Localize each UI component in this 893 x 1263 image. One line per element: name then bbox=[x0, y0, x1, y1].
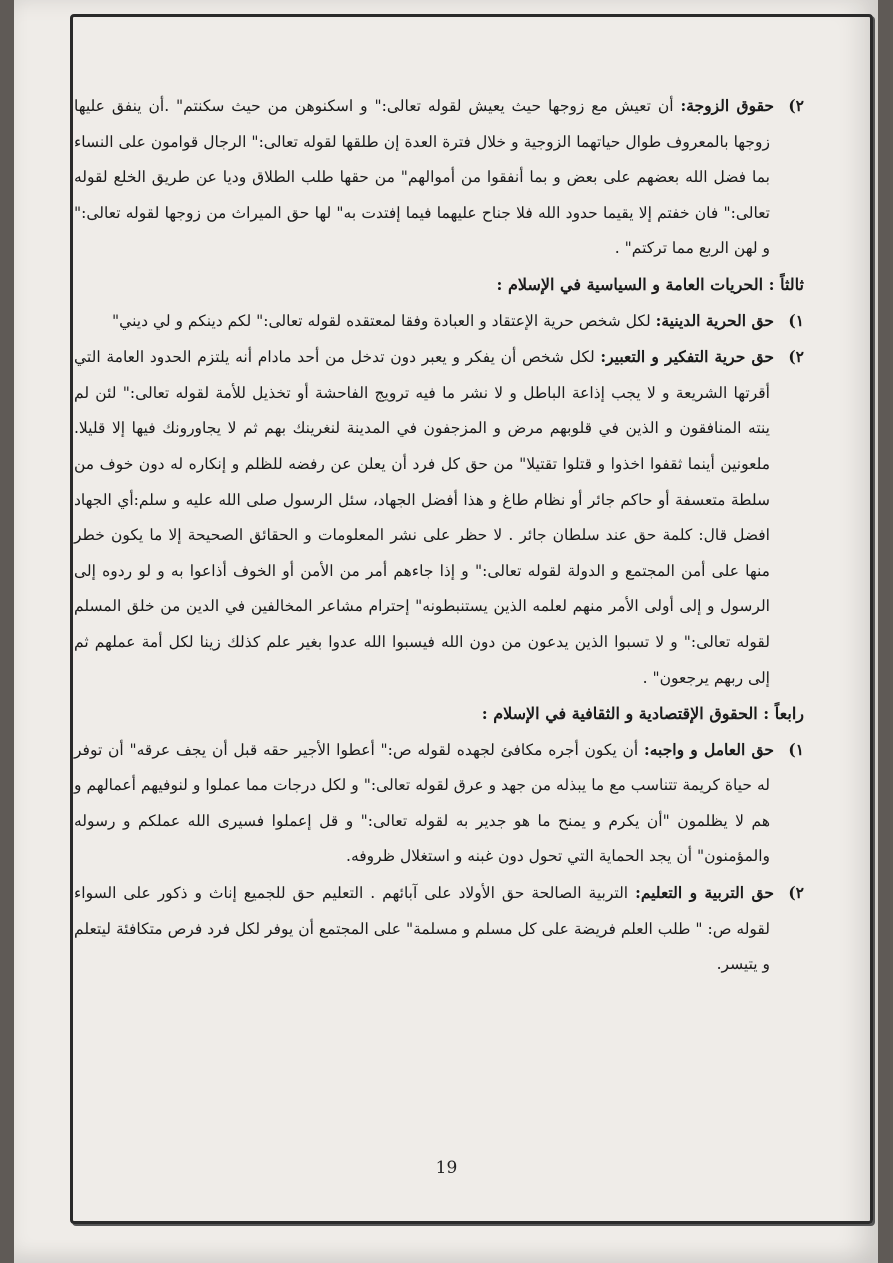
document-page bbox=[14, 0, 878, 1263]
item-text: لكل شخص حرية الإعتقاد و العبادة وفقا لمعتقده لقوله تعالى:" لكم دينكم و لي ديني" bbox=[112, 311, 656, 330]
item-text: أن تعيش مع زوجها حيث يعيش لقوله تعالى:" و اسكنوهن من حيث سكنتم" .أن ينفق عليها زوجها بالمعروف طوال حياتهما الزوجية و خلال فترة العدة إن طلقها لقوله تعالى:" الرجال قوامون على النساء بما فضل الله بعضهم على بعض و بما أنفقوا من أموالهم" من حقها طلب الطلاق وديا عن طريق الخلع لقوله تعالى:" فان خفتم إلا يقيما حدود الله فلا جناح عليهما فيما إفتدت به" لها حق الميراث من زوجها لقوله تعالى:" و لهن الربع مما تركتم" . bbox=[74, 97, 770, 258]
item-number: ١) bbox=[788, 739, 804, 759]
section-heading-economic-rights: رابعاً : الحقوق الإقتصادية و الثقافية في الإسلام : bbox=[481, 704, 804, 724]
item-text: التربية الصالحة حق الأولاد على آبائهم . التعليم حق للجميع إناث و ذكور على السواء لقوله ص: " طلب العلم فريضة على كل مسلم و مسلمة" على المجتمع أن يوفر لكل فرد فرص متكافئة ليتعلم و يتيسر. bbox=[74, 884, 770, 974]
item-education-rights bbox=[74, 875, 804, 983]
item-number: ٢) bbox=[788, 883, 804, 903]
item-keyword: حق التربية و التعليم: bbox=[635, 883, 774, 903]
item-religious-freedom bbox=[74, 303, 804, 340]
item-number: ٢) bbox=[788, 347, 804, 367]
item-keyword: حق حرية التفكير و التعبير: bbox=[600, 347, 774, 367]
item-keyword: حقوق الزوجة: bbox=[680, 96, 774, 115]
page-content bbox=[74, 88, 804, 983]
item-worker-rights bbox=[74, 732, 804, 875]
page-number: 19 bbox=[435, 1158, 458, 1178]
item-freedom-of-expression bbox=[74, 339, 804, 696]
item-number: ٢) bbox=[788, 96, 804, 115]
item-keyword: حق الحرية الدينية: bbox=[655, 310, 774, 330]
item-number: ١) bbox=[788, 310, 804, 330]
item-wife-rights bbox=[74, 88, 804, 267]
section-heading-public-freedoms: ثالثاً : الحريات العامة و السياسية في الإسلام : bbox=[496, 274, 804, 294]
item-text: لكل شخص أن يفكر و يعبر دون تدخل من أحد مادام أنه يلتزم الحدود العامة التي أقرتها الشريعة و لا يجب إذاعة الباطل و لا نشر ما فيه ترويج الفاحشة أو تخذيل للأمة لقوله تعالى:" لئن لم ينته المنافقون و الذين في قلوبهم مرض و المزجفون في المدينة لنغرينك بهم ثم لا يجاورونك فيها إلا قليلا. ملعونين أينما ثقفوا اخذوا و قتلوا تقتيلا" من حق كل فرد أن يعلن عن رفضه للظلم و إنكاره له دون خوف من سلطة متعسفة أو حاكم جائر أو نظام طاغ و هذا أفضل الجهاد، سئل الرسول صلى الله عليه و سلم:أي الجهاد افضل قال: كلمة حق عند سلطان جائر . لا حظر على نشر المعلومات و الحقائق الصحيحة إلا ما يكون خطر منها على أمن المجتمع و الدولة لقوله تعالى:" و إذا جاءهم أمر من الأمن أو الخوف أذاعوا به و لو ردوه إلى الرسول و إلى أولى الأمر منهم لعلمه الذين يستنبطونه" إحترام مشاعر المخالفين في الدين من خلق المسلم لقوله تعالى:" و لا تسبوا الذين يدعون من دون الله فيسبوا الله عدوا بغير علم كذلك زينا لكل أمة عملهم ثم إلى ربهم يرجعون" . bbox=[74, 348, 771, 687]
item-text: أن يكون أجره مكافئ لجهده لقوله ص:" أعطوا الأجير حقه قبل أن يجف عرقه" أن توفر له حياة كريمة تتناسب مع ما يبذله من جهد و عرق لقوله تعالى:" و لكل درجات مما عملوا و لنوفيهم أعمالهم و هم لا يظلمون "أن يكرم و يمنح ما هو جدير به لقوله تعالى:" و قل إعملوا فسيرى الله عملكم و رسوله والمؤمنون" أن يجد الحماية التي تحول دون غبنه و استغلال ظروفه. bbox=[74, 740, 770, 866]
item-keyword: حق العامل و واجبه: bbox=[644, 739, 774, 759]
